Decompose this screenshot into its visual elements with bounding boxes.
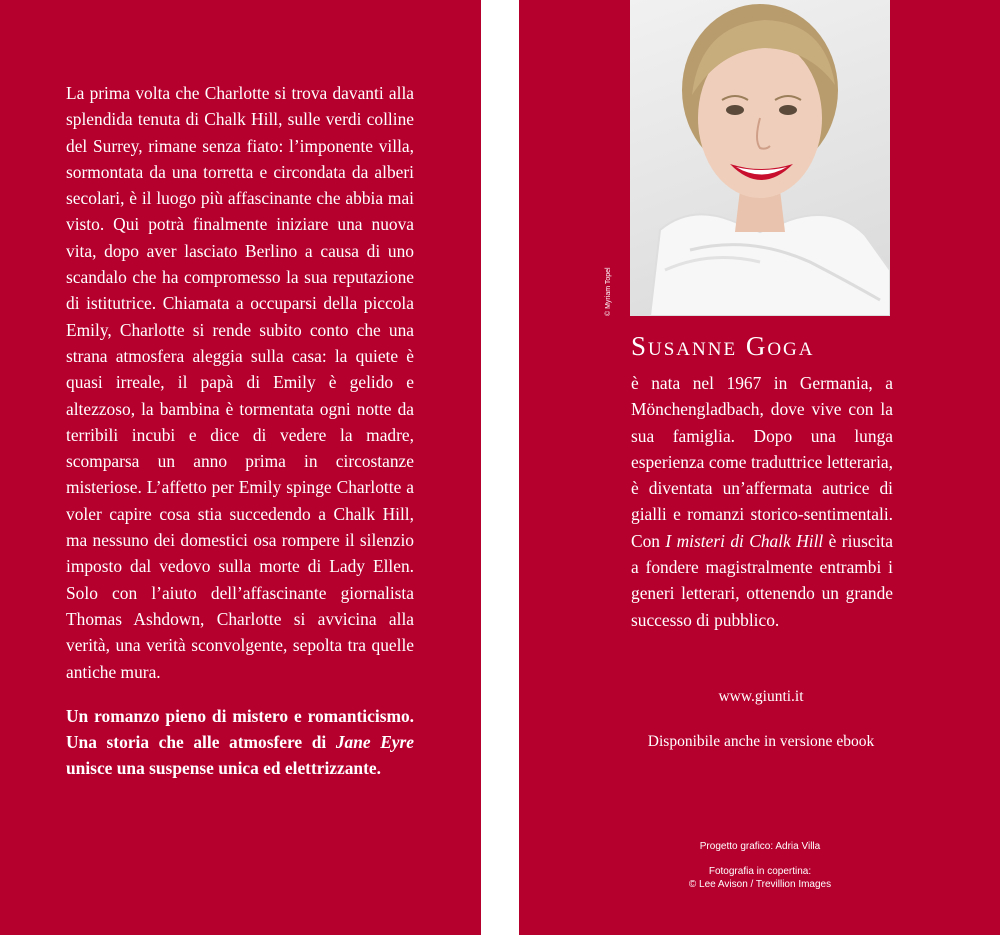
design-credits: [640, 840, 880, 891]
ebook-note: Disponibile anche in versione ebook: [647, 733, 875, 750]
author-name: Susanne Goga: [631, 331, 815, 361]
author-photo: [630, 0, 890, 316]
author-portrait-illustration: [630, 0, 890, 316]
cover-photo-label: Fotografia in copertina:: [708, 866, 812, 877]
author-bio: [631, 370, 893, 633]
bio-end: è riuscita a fondere magistralmente entrambi i generi letterari, ottenendo un grande successo di pubblico.: [631, 530, 893, 630]
graphic-design-credit: Progetto grafico: Adria Villa: [699, 841, 821, 852]
bio-start: è nata nel 1967 in Germania, a Mönchengladbach, dove vive con la sua famiglia. Dopo una lunga esperienza come traduttrice letteraria, è diventata un’affermata autrice di gialli e romanzi storico-sentimentali. Con: [631, 373, 893, 551]
publisher-website: www.giunti.it: [718, 688, 804, 705]
photo-credit-text: © Myriam Topel: [605, 267, 612, 316]
cover-photo-credit: © Lee Avison / Trevillion Images: [688, 879, 832, 890]
blurb-tagline: [66, 703, 414, 782]
tagline-start: Un romanzo pieno di mistero e romanticismo. Una storia che alle atmosfere di: [66, 705, 414, 753]
tagline-book-title: Jane Eyre: [335, 732, 415, 753]
spine-gutter: [481, 0, 519, 935]
back-cover-blurb: [66, 80, 414, 782]
tagline-end: unisce una suspense unica ed elettrizzante.: [66, 758, 381, 779]
bio-book-title: I misteri di Chalk Hill: [665, 530, 824, 551]
blurb-paragraph: La prima volta che Charlotte si trova davanti alla splendida tenuta di Chalk Hill, sulle verdi colline del Surrey, rimane senza fiato: l’imponente villa, sormontata da una torretta e circondata da alberi secolari, è il luogo più affascinante che abbia mai visto. Qui potrà finalmente iniziare una nuova vita, dopo aver lasciato Berlino a causa di uno scandalo che ha compromesso la sua reputazione di istitutrice. Chiamata a occuparsi della piccola Emily, Charlotte si rende subito conto che una strana atmosfera aleggia sulla casa: la quiete è quasi irreale, il papà di Emily è gelido e altezzoso, la bambina è tormentata ogni notte da terribili incubi e dice di vedere la madre, scomparsa un anno prima in circostanze misteriose. L’affetto per Emily spinge Charlotte a voler capire cosa stia succedendo a Chalk Hill, ma nessuno dei domestici osa rompere il silenzio imposto dal vedovo sulla morte di Lady Ellen. Solo con l’aiuto dell’affascinante giornalista Thomas Ashdown, Charlotte si avvicina alla verità, una verità sconvolgente, sepolta tra quelle antiche mura.: [66, 83, 414, 682]
